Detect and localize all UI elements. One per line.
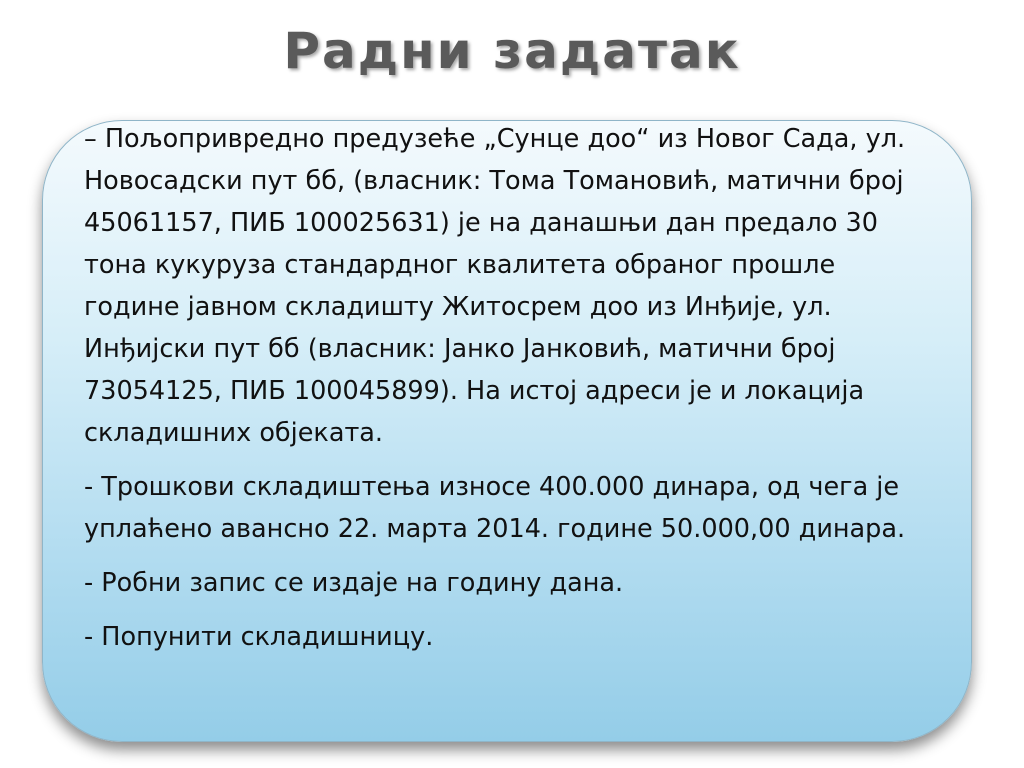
paragraph-instruction: - Попунити складишницу. xyxy=(84,622,434,652)
paragraph-warehouse-receipt: - Робни запис се издаје на годину дана. xyxy=(84,568,624,598)
task-text xyxy=(84,118,934,670)
slide-title: Радни задатак xyxy=(283,22,741,80)
paragraph-task-description: – Пољопривредно предузеће „Сунце доо“ из Новог Сада, ул. Новосадски пут бб, (власник: Тома Томановић, матични број 45061157, ПИБ 100025631) је на данашњи дан предало 30 тона кукуруза стандардног квалитета обраног прошле године јавном складишту Житосрем доо из Инђије, ул. Инђијски пут бб (власник: Јанко Јанковић, матични број 73054125, ПИБ 100045899). На истој адреси је и локација складишних објеката. xyxy=(84,124,906,448)
paragraph-storage-costs: - Трошкови складиштења износе 400.000 динара, од чега је уплаћено авансно 22. марта 2014. године 50.000,00 динара. xyxy=(84,472,906,544)
